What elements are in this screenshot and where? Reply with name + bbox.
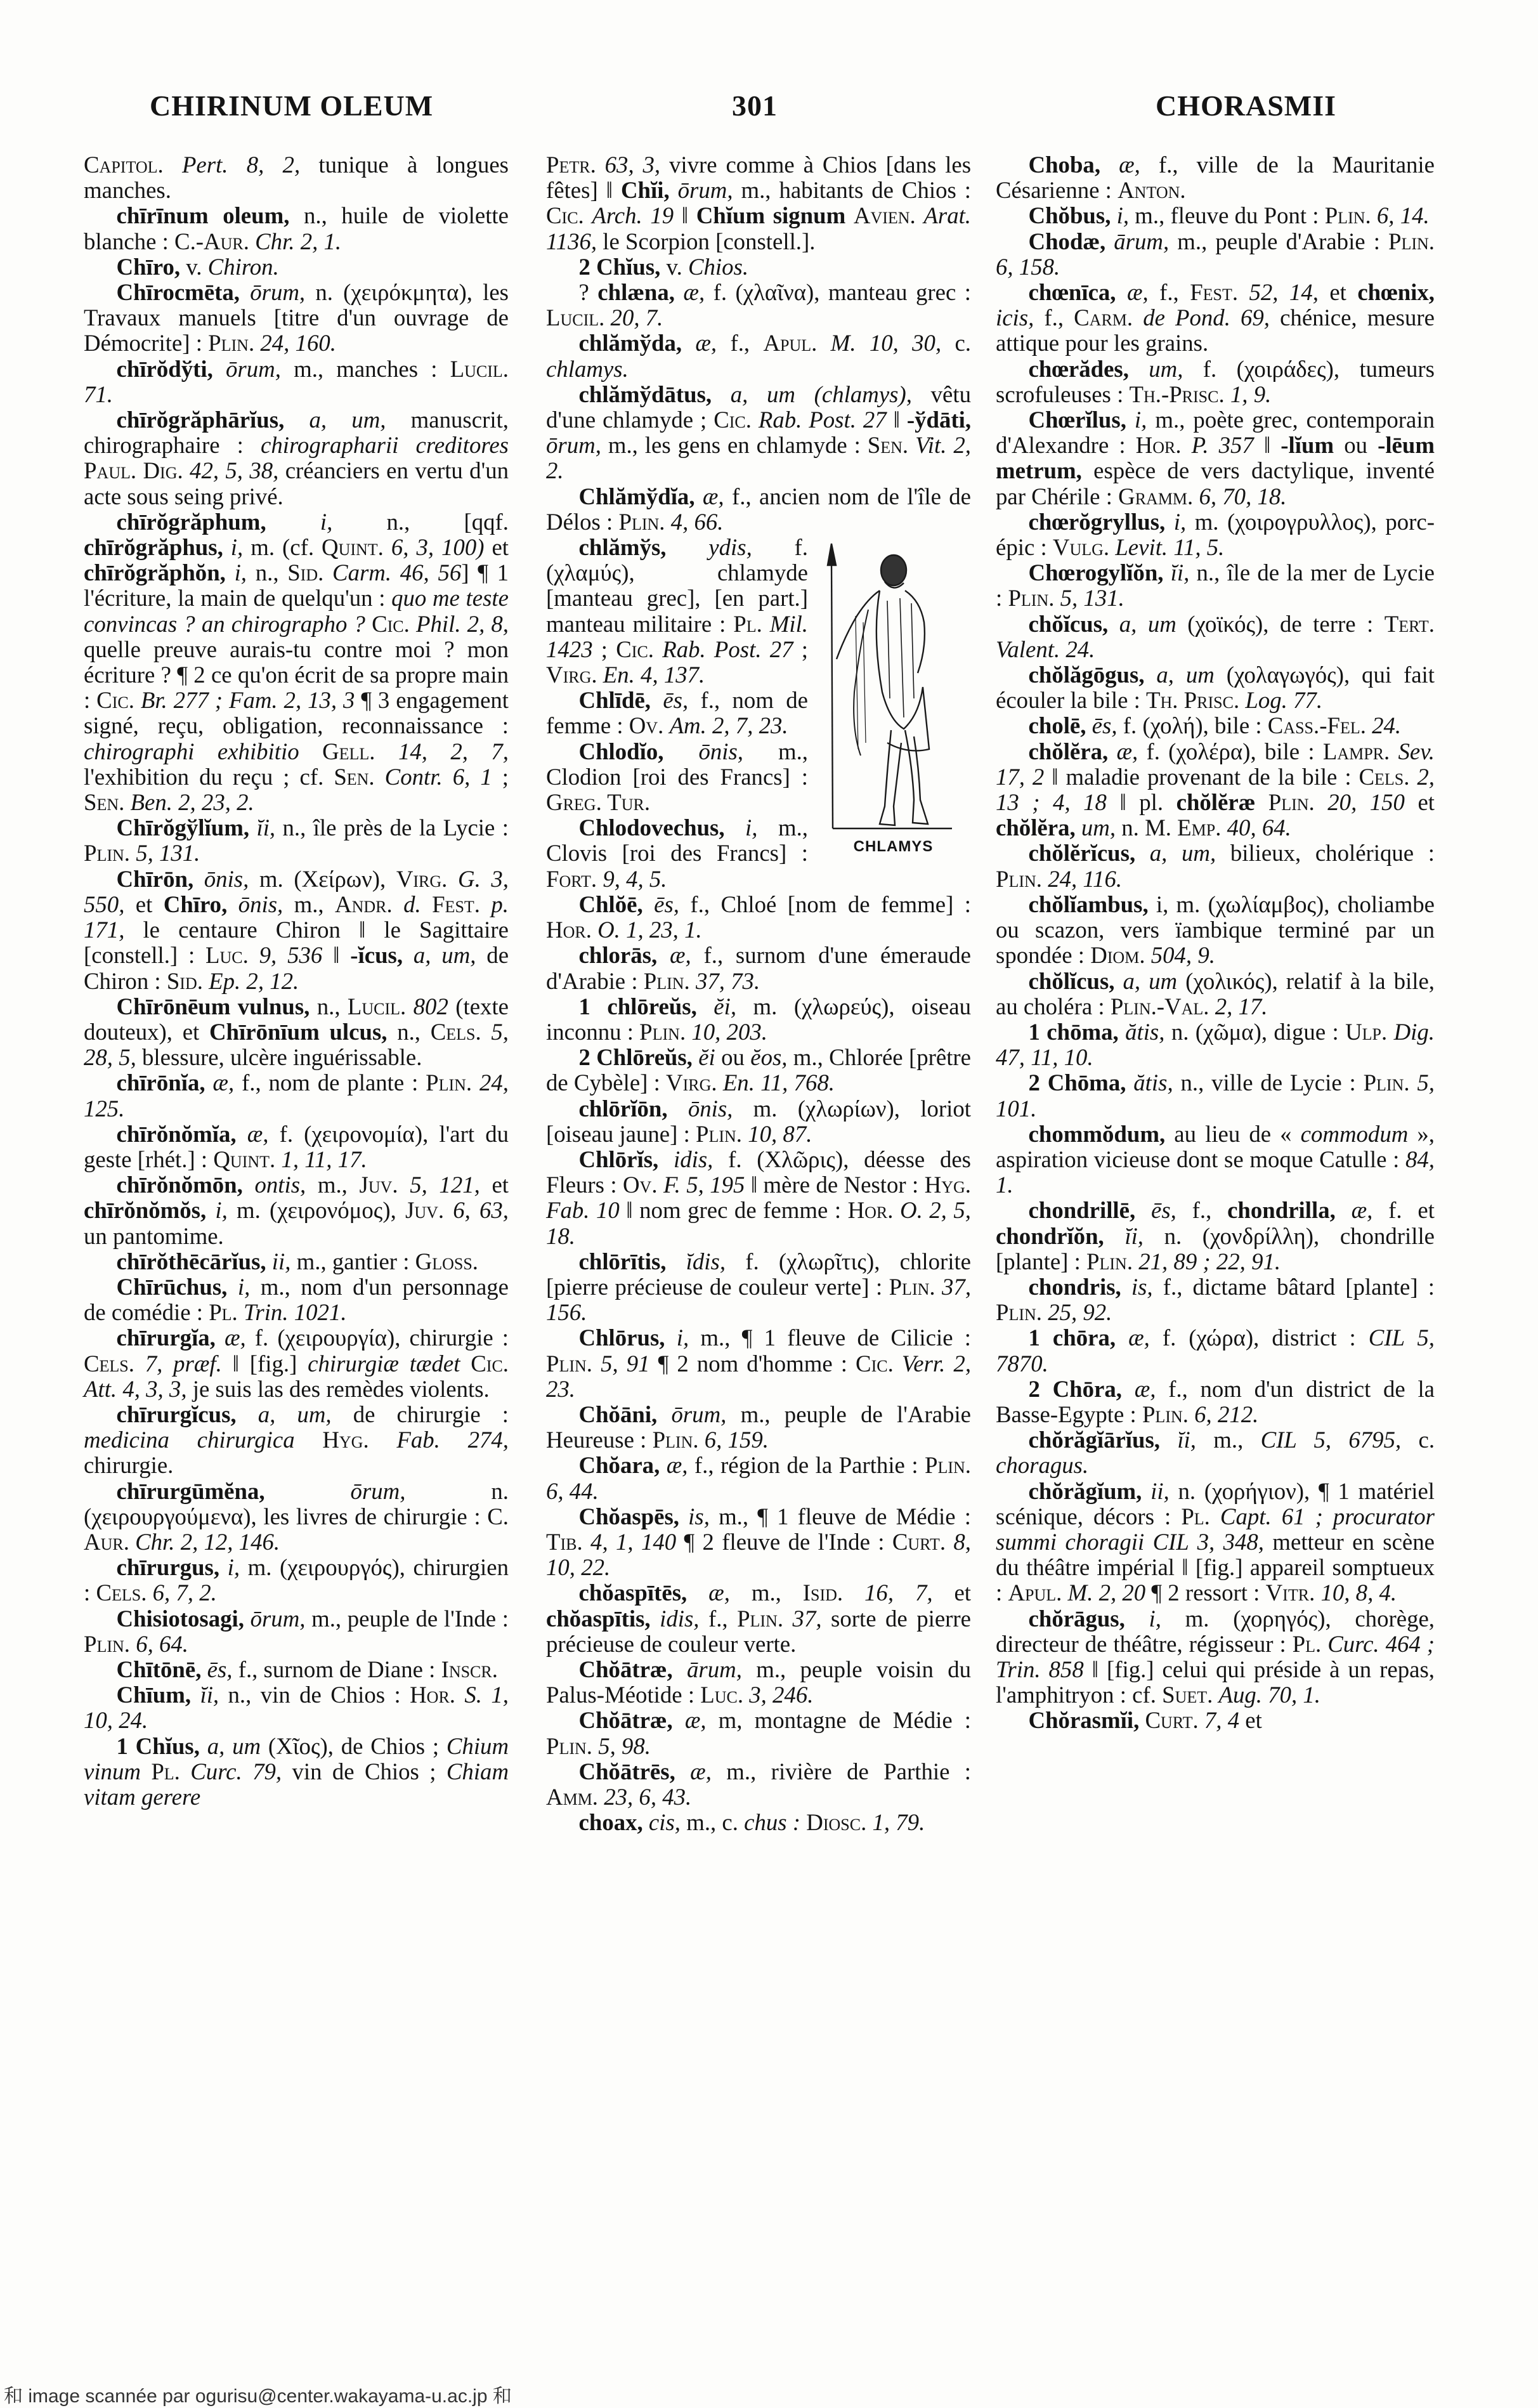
- dictionary-entry: chŏlĭcus, a, um (χολικός), relatif à la bile, au choléra : Plin.-Val. 2, 17.: [996, 967, 1435, 1019]
- dictionary-entry: chŏlăgōgus, a, um (χολαγωγός), qui fait écouler la bile : Th. Prisc. Log. 77.: [996, 662, 1435, 714]
- dictionary-entry: Chŏara, æ, f., région de la Parthie : Plin. 6, 44.: [546, 1452, 971, 1504]
- dictionary-entry: Chlodovechus, i, m., Clovis [roi des Francs] : Fort. 9, 4, 5.: [546, 815, 808, 892]
- dictionary-entry: chŏrāgus, i, m. (χορηγός), chorège, directeur de théâtre, régisseur : Pl. Curc. 464 ; Trin. 858 ‖ [fig.] celui qui préside à un repas, l'amphitryon : cf. Suet. Aug. 70, 1.: [996, 1605, 1435, 1708]
- dictionary-entry: Chŏātrēs, æ, m., rivière de Parthie : Amm. 23, 6, 43.: [546, 1758, 971, 1810]
- dictionary-entry: Chlīdē, ēs, f., nom de femme : Ov. Am. 2, 7, 23.: [546, 687, 809, 739]
- dictionary-entry: chŏrăgĭum, ii, n. (χορήγιον), ¶ 1 matériel scénique, décors : Pl. Capt. 61 ; procurator summi choragii CIL 3, 348, metteur en scène du théâtre impérial ‖ [fig.] appareil somptueux : Apul. M. 2, 20 ¶ 2 ressort : Vitr. 10, 8, 4.: [996, 1477, 1435, 1606]
- running-head-right: CHORASMII: [1155, 89, 1336, 122]
- dictionary-entry: choax, cis, m., c. chus : Diosc. 1, 79.: [578, 1809, 925, 1836]
- dictionary-entry: 2 Chlōreŭs, ĕi ou ĕos, m., Chlorée [prêtre de Cybèle] : Virg. En. 11, 768.: [546, 1044, 971, 1096]
- dictionary-entry: chīrŏnŏmōn, ontis, m., Juv. 5, 121, et chīrŏnŏmŏs, i, m. (χειρονόμος), Juv. 6, 63, un pantomime.: [84, 1172, 509, 1249]
- column-2: [546, 152, 971, 1835]
- dictionary-entry: 1 chōra, æ, f. (χώρα), district : CIL 5, 7870.: [996, 1325, 1435, 1377]
- dictionary-entry: Chŏāni, ōrum, m., peuple de l'Arabie Heureuse : Plin. 6, 159.: [546, 1401, 971, 1453]
- chlamys-illustration: [816, 540, 971, 860]
- dictionary-entry: chlămўda, æ, f., Apul. M. 10, 30, c. chlamys.: [546, 330, 972, 382]
- chlamys-figure-icon: [819, 540, 968, 832]
- dictionary-entry: chŏlĕrĭcus, a, um, bilieux, cholérique : Plin. 24, 116.: [996, 840, 1435, 892]
- dictionary-entry: chommŏdum, au lieu de « commodum », aspiration vicieuse dont se moque Catulle : 84, 1.: [996, 1120, 1435, 1198]
- dictionary-entry: Chlōrus, i, m., ¶ 1 fleuve de Cilicie : Plin. 5, 91 ¶ 2 nom d'homme : Cic. Verr. 2, 23.: [546, 1325, 972, 1402]
- dictionary-entry: Chīrocmēta, ōrum, n. (χειρόκμητα), les Travaux manuels [titre d'un ouvrage de Démocrite] : Plin. 24, 160.: [84, 279, 509, 357]
- dictionary-entry: 2 Chōra, æ, f., nom d'un district de la Basse-Egypte : Plin. 6, 212.: [996, 1375, 1435, 1427]
- dictionary-entry: Chīum, ĭi, n., vin de Chios : Hor. S. 1, 10, 24.: [84, 1682, 509, 1734]
- dictionary-entry: Chŏbus, i, m., fleuve du Pont : Plin. 6, 14.: [1028, 202, 1430, 229]
- dictionary-entry: Chlămўdĭa, æ, f., ancien nom de l'île de Délos : Plin. 4, 66.: [546, 483, 971, 535]
- dictionary-entry: chŏlĕra, æ, f. (χολέρα), bile : Lampr. Sev. 17, 2 ‖ maladie provenant de la bile : Cels. 2, 13 ; 4, 18 ‖ pl. chŏlĕræ Plin. 20, 150 et chŏlĕra, um, n. M. Emp. 40, 64.: [996, 738, 1435, 841]
- figure-caption: CHLAMYS: [853, 838, 934, 856]
- dictionary-entry: chīrōnĭa, æ, f., nom de plante : Plin. 24, 125.: [84, 1070, 509, 1122]
- dictionary-entry: ? chlæna, æ, f. (χλαῖνα), manteau grec : Lucil. 20, 7.: [546, 279, 971, 331]
- dictionary-entry: Chisiotosagi, ōrum, m., peuple de l'Inde : Plin. 6, 64.: [84, 1605, 509, 1657]
- dictionary-entry: Chītōnē, ēs, f., surnom de Diane : Inscr.: [116, 1656, 498, 1682]
- dictionary-entry: chlămўs, ydis, f. (χλαμύς), chlamyde [manteau grec], [en part.] manteau militaire : Pl. Mil. 1423 ; Cic. Rab. Post. 27 ; Virg. En. 4, 137.: [546, 534, 809, 688]
- dictionary-entry: Chīrūchus, i, m., nom d'un personnage de comédie : Pl. Trin. 1021.: [84, 1273, 509, 1326]
- dictionary-entry: Chodæ, ārum, m., peuple d'Arabie : Plin. 6, 158.: [996, 228, 1435, 280]
- dictionary-entry: chondrillē, ēs, f., chondrilla, æ, f. et chondrĭŏn, ĭi, n. (χονδρίλλη), chondrille [plante] : Plin. 21, 89 ; 22, 91.: [996, 1197, 1435, 1274]
- dictionary-entry: chīrŏdўti, ōrum, m., manches : Lucil. 71.: [84, 355, 509, 407]
- dictionary-entry: 2 Chĭus, v. Chios.: [578, 253, 749, 280]
- dictionary-entry: chīrurgus, i, m. (χειρουργός), chirurgien : Cels. 6, 7, 2.: [84, 1554, 509, 1606]
- dictionary-entry: Chœrĭlus, i, m., poète grec, contemporain d'Alexandre : Hor. P. 357 ‖ -lĭum ou -lēum metrum, espèce de vers dactylique, inventé par Chérile : Gramm. 6, 70, 18.: [996, 407, 1435, 509]
- dictionary-entry: cholē, ēs, f. (χολή), bile : Cass.-Fel. 24.: [1028, 712, 1402, 739]
- dictionary-entry: Petr. 63, 3, vivre comme à Chios [dans les fêtes] ‖ Chĭi, ōrum, m., habitants de Chios : Cic. Arch. 19 ‖ Chĭum signum Avien. Arat. 1136, le Scorpion [constell.].: [546, 152, 972, 254]
- column-1: [84, 152, 509, 1810]
- dictionary-entry: chlorās, æ, f., surnom d'une émeraude d'Arabie : Plin. 37, 73.: [546, 942, 972, 994]
- dictionary-entry: 1 Chĭus, a, um (Χῖος), de Chios ; Chium vinum Pl. Curc. 79, vin de Chios ; Chiam vitam gerere: [84, 1732, 509, 1810]
- dictionary-entry: Chlodĭo, ōnis, m., Clodion [roi des Francs] : Greg. Tur.: [546, 738, 808, 816]
- dictionary-entry: chœnīca, æ, f., Fest. 52, 14, et chœnix, icis, f., Carm. de Pond. 69, chénice, mesure attique pour les grains.: [996, 279, 1435, 357]
- dictionary-entry: chīrurgūmĕna, ōrum, n. (χειρουργούμενα), les livres de chirurgie : C. Aur. Chr. 2, 12, 146.: [84, 1477, 509, 1555]
- dictionary-entry: chondris, is, f., dictame bâtard [plante] : Plin. 25, 92.: [996, 1273, 1435, 1326]
- dictionary-entry: chŏĭcus, a, um (χοϊκός), de terre : Tert. Valent. 24.: [996, 610, 1435, 662]
- dictionary-entry: Chīrŏgўlĭum, ĭi, n., île près de la Lycie : Plin. 5, 131.: [84, 815, 509, 867]
- dictionary-entry: chīrurgĭcus, a, um, de chirurgie : medicina chirurgica Hyg. Fab. 274, chirurgie.: [84, 1401, 509, 1479]
- dictionary-entry: chīrīnum oleum, n., huile de violette blanche : C.-Aur. Chr. 2, 1.: [84, 202, 509, 254]
- dictionary-entry: Chŏātræ, æ, m, montagne de Médie : Plin. 5, 98.: [546, 1707, 971, 1759]
- dictionary-entry: Chœrogylĭŏn, ĭi, n., île de la mer de Lycie : Plin. 5, 131.: [996, 559, 1435, 612]
- dictionary-entry: Chŏātræ, ārum, m., peuple voisin du Palus-Méotide : Luc. 3, 246.: [546, 1656, 971, 1708]
- dictionary-entry: chœrădes, um, f. (χοιράδες), tumeurs scrofuleuses : Th.-Prisc. 1, 9.: [996, 355, 1435, 407]
- dictionary-entry: chīrurgĭa, æ, f. (χειρουργία), chirurgie : Cels. 7, præf. ‖ [fig.] chirurgiæ tædet Cic. Att. 4, 3, 3, je suis las des remèdes violents.: [84, 1325, 509, 1402]
- dictionary-entry: Chlŏē, ēs, f., Chloé [nom de femme] : Hor. O. 1, 23, 1.: [546, 891, 971, 943]
- dictionary-entry: Chŏrasmĭi, Curt. 7, 4 et: [1028, 1707, 1262, 1734]
- dictionary-entry: Chīro, v. Chiron.: [116, 253, 279, 280]
- dictionary-entry: chīrŏgrăphārĭus, a, um, manuscrit, chirographaire : chirographarii creditores Paul. Dig. 42, 5, 38, créanciers en vertu d'un acte sous seing privé.: [84, 407, 509, 509]
- dictionary-entry: chīrŏthēcārĭus, ii, m., gantier : Gloss.: [116, 1248, 479, 1274]
- dictionary-entry: chŏrăgĭārĭus, ĭi, m., CIL 5, 6795, c. choragus.: [996, 1427, 1435, 1479]
- dictionary-entry: chlōrĭōn, ōnis, m. (χλωρίων), loriot [oiseau jaune] : Plin. 10, 87.: [546, 1095, 971, 1147]
- dictionary-entry: Chīrōn, ōnis, m. (Χείρων), Virg. G. 3, 550, et Chīro, ōnis, m., Andr. d. Fest. p. 171, le centaure Chiron ‖ le Sagittaire [constell.] : Luc. 9, 536 ‖ -ĭcus, a, um, de Chiron : Sid. Ep. 2, 12.: [84, 865, 509, 994]
- dictionary-entry: chœrŏgryllus, i, m. (χοιρογρυλλος), porc-épic : Vulg. Levit. 11, 5.: [996, 508, 1435, 561]
- dictionary-entry: chŏaspītēs, æ, m., Isid. 16, 7, et chŏaspītis, idis, f., Plin. 37, sorte de pierre précieuse de couleur verte.: [546, 1580, 972, 1657]
- dictionary-entry: Chlōrĭs, idis, f. (Χλῶρις), déesse des Fleurs : Ov. F. 5, 195 ‖ mère de Nestor : Hyg. Fab. 10 ‖ nom grec de femme : Hor. O. 2, 5, 18.: [546, 1146, 971, 1249]
- dictionary-entry: 2 Chōma, ătis, n., ville de Lycie : Plin. 5, 101.: [996, 1070, 1435, 1122]
- dictionary-entry: chlōrītis, ĭdis, f. (χλωρῖτις), chlorite [pierre précieuse de couleur verte] : Plin. 37, 156.: [546, 1248, 972, 1326]
- column-3: [996, 152, 1435, 1734]
- dictionary-entry: Chŏaspēs, is, m., ¶ 1 fleuve de Médie : Tib. 4, 1, 140 ¶ 2 fleuve de l'Inde : Curt. 8, 10, 22.: [546, 1503, 971, 1581]
- dictionary-entry: chŏlĭambus, i, m. (χωλίαμβος), choliambe ou scazon, vers ïambique terminé par un spondée : Diom. 504, 9.: [996, 891, 1435, 969]
- dictionary-entry: 1 chlōreŭs, ĕi, m. (χλωρεύς), oiseau inconnu : Plin. 10, 203.: [546, 993, 971, 1045]
- running-head-left: CHIRINUM OLEUM: [150, 89, 434, 122]
- dictionary-entry: chīrŏnŏmĭa, æ, f. (χειρονομία), l'art du geste [rhét.] : Quint. 1, 11, 17.: [84, 1120, 509, 1172]
- dictionary-entry: 1 chōma, ătis, n. (χῶμα), digue : Ulp. Dig. 47, 11, 10.: [996, 1018, 1435, 1071]
- dictionary-entry: chīrŏgrăphum, i, n., [qqf. chīrŏgrăphus, i, m. (cf. Quint. 6, 3, 100) et chīrŏgrăphŏn, i, n., Sid. Carm. 46, 56] ¶ 1 l'écriture, la main de quelqu'un : quo me teste convincas ? an chirographo ? Cic. Phil. 2, 8, quelle preuve aurais-tu contre moi ? mon écriture ? ¶ 2 ce qu'on écrit de sa propre main : Cic. Br. 277 ; Fam. 2, 13, 3 ¶ 3 engagement signé, reçu, obligation, reconnaissance : chirographi exhibitio Gell. 14, 2, 7, l'exhibition du reçu ; cf. Sen. Contr. 6, 1 ; Sen. Ben. 2, 23, 2.: [84, 508, 509, 816]
- dictionary-entry: Capitol. Pert. 8, 2, tunique à longues manches.: [84, 152, 509, 204]
- page-number: 301: [732, 89, 778, 122]
- dictionary-entry: chlămўdātus, a, um (chlamys), vêtu d'une chlamyde ; Cic. Rab. Post. 27 ‖ -ўdāti, ōrum, m., les gens en chlamyde : Sen. Vit. 2, 2.: [546, 381, 972, 484]
- column-2-top: [546, 152, 971, 535]
- dictionary-entry: Chīrōnēum vulnus, n., Lucil. 802 (texte douteux), et Chīrōnīum ulcus, n., Cels. 5, 28, 5, blessure, ulcère inguérissable.: [84, 993, 509, 1071]
- dictionary-entry: Choba, æ, f., ville de la Mauritanie Césarienne : Anton.: [996, 152, 1435, 204]
- scan-credit: 和 image scannée par ogurisu@center.wakayama-u.ac.jp 和: [4, 2386, 512, 2407]
